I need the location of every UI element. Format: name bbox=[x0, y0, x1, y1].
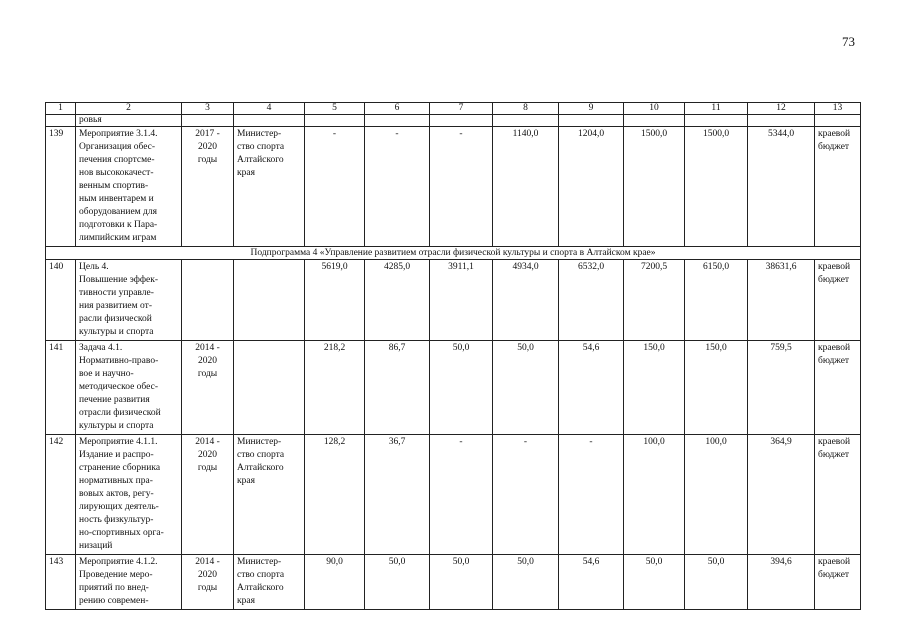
activity-name-line: венным спортив- bbox=[79, 181, 149, 191]
activity-name-line: методическое обес- bbox=[79, 382, 158, 392]
executor-line: Алтайского bbox=[237, 583, 284, 593]
table-header-row bbox=[46, 103, 861, 115]
funding-value-col-6: 50,0 bbox=[365, 555, 430, 610]
funding-source bbox=[815, 555, 861, 610]
activity-name bbox=[76, 127, 182, 247]
activity-name-line: Задача 4.1. bbox=[79, 343, 123, 353]
period-line: 2014 - bbox=[195, 343, 220, 353]
activity-name-line: Цель 4. bbox=[79, 262, 109, 272]
column-header-12: 12 bbox=[748, 103, 815, 115]
page-number: 73 bbox=[842, 34, 855, 49]
activity-name-line: Организация обес- bbox=[79, 142, 156, 152]
column-header-4: 4 bbox=[234, 103, 305, 115]
period-line: 2017 - bbox=[195, 129, 220, 139]
activity-name-line: расли физической bbox=[79, 314, 152, 324]
activity-name-line: Повышение эффек- bbox=[79, 275, 159, 285]
activity-name-line: культуры и спорта bbox=[79, 421, 154, 431]
funding-value-col-12: 364,9 bbox=[748, 435, 815, 555]
activity-name bbox=[76, 260, 182, 341]
funding-value-col-8: 4934,0 bbox=[493, 260, 559, 341]
executor-line: Министер- bbox=[237, 437, 282, 447]
funding-value-col-9: 54,6 bbox=[559, 555, 624, 610]
activity-name-line: ния развитием от- bbox=[79, 301, 152, 311]
funding-source-line: бюджет bbox=[818, 275, 850, 285]
subprogram-title: Подпрограмма 4 «Управление развитием отрасли физической культуры и спорта в Алтайском крае» bbox=[46, 247, 861, 260]
funding-value-col-8: 50,0 bbox=[493, 341, 559, 435]
activity-name-line: вое и научно- bbox=[79, 369, 134, 379]
activity-name-line: приятий по внед- bbox=[79, 583, 149, 593]
period bbox=[182, 127, 234, 247]
table-row bbox=[46, 127, 861, 247]
column-header-7: 7 bbox=[430, 103, 493, 115]
funding-value-col-7: 50,0 bbox=[430, 555, 493, 610]
funding-value-col-8: - bbox=[493, 435, 559, 555]
executor-line: ство спорта bbox=[237, 570, 285, 580]
activity-name-line: нов высококачест- bbox=[79, 168, 154, 178]
activity-name-line: лирующих деятель- bbox=[79, 502, 159, 512]
funding-source-line: бюджет bbox=[818, 356, 850, 366]
activity-name-line: низаций bbox=[79, 541, 113, 551]
table-cell bbox=[748, 115, 815, 127]
funding-value-col-10: 1500,0 bbox=[624, 127, 685, 247]
executor-line: Министер- bbox=[237, 557, 282, 567]
funding-source-line: бюджет bbox=[818, 570, 850, 580]
funding-source-line: бюджет bbox=[818, 450, 850, 460]
activity-name-line: печение развития bbox=[79, 395, 150, 405]
funding-value-col-11: 50,0 bbox=[685, 555, 748, 610]
funding-source-line: краевой bbox=[818, 437, 851, 447]
activity-name-line: отрасли физической bbox=[79, 408, 161, 418]
column-header-2: 2 bbox=[76, 103, 182, 115]
activity-name bbox=[76, 341, 182, 435]
table-cell bbox=[685, 115, 748, 127]
period-line: 2020 bbox=[198, 142, 217, 152]
executor bbox=[234, 127, 305, 247]
funding-source bbox=[815, 341, 861, 435]
activity-name-line: печения спортсме- bbox=[79, 155, 155, 165]
funding-value-col-7: - bbox=[430, 435, 493, 555]
funding-value-col-7: - bbox=[430, 127, 493, 247]
activity-name-line: культуры и спорта bbox=[79, 327, 154, 337]
table-cell bbox=[234, 115, 305, 127]
funding-value-col-12: 5344,0 bbox=[748, 127, 815, 247]
executor bbox=[234, 435, 305, 555]
row-number: 143 bbox=[46, 555, 76, 610]
funding-value-col-10: 100,0 bbox=[624, 435, 685, 555]
funding-value-col-5: 90,0 bbox=[305, 555, 365, 610]
activity-name-line: Мероприятие 4.1.1. bbox=[79, 437, 158, 447]
column-header-5: 5 bbox=[305, 103, 365, 115]
activity-name-line: лимпийским играм bbox=[79, 233, 157, 243]
period-line: 2014 - bbox=[195, 437, 220, 447]
executor-line: ство спорта bbox=[237, 142, 285, 152]
activity-name-line: Мероприятие 4.1.2. bbox=[79, 557, 158, 567]
table-row bbox=[46, 555, 861, 610]
activity-name-line: Мероприятие 3.1.4. bbox=[79, 129, 158, 139]
activity-name-line: рению современ- bbox=[79, 596, 149, 606]
funding-value-col-12: 394,6 bbox=[748, 555, 815, 610]
funding-value-col-6: - bbox=[365, 127, 430, 247]
period-line: 2020 bbox=[198, 450, 217, 460]
activity-name-line: ным инвентарем и bbox=[79, 194, 154, 204]
activity-name bbox=[76, 555, 182, 610]
funding-source-line: краевой bbox=[818, 343, 851, 353]
period-line: 2020 bbox=[198, 356, 217, 366]
row-number: 139 bbox=[46, 127, 76, 247]
continuation-text: ровья bbox=[76, 115, 182, 127]
activity-name-line: Нормативно-право- bbox=[79, 356, 159, 366]
executor-line: Министер- bbox=[237, 129, 282, 139]
table-row bbox=[46, 260, 861, 341]
activity-name-line: тивности управле- bbox=[79, 288, 154, 298]
funding-source bbox=[815, 127, 861, 247]
row-number: 141 bbox=[46, 341, 76, 435]
funding-value-col-7: 3911,1 bbox=[430, 260, 493, 341]
executor-line: края bbox=[237, 476, 255, 486]
table-cell bbox=[430, 115, 493, 127]
continuation-row bbox=[46, 115, 861, 127]
column-header-13: 13 bbox=[815, 103, 861, 115]
budget-table bbox=[45, 102, 861, 610]
table-cell bbox=[815, 115, 861, 127]
activity-name-line: Издание и распро- bbox=[79, 450, 154, 460]
period-line: годы bbox=[197, 463, 218, 473]
column-header-6: 6 bbox=[365, 103, 430, 115]
activity-name-line: подготовки к Пара- bbox=[79, 220, 158, 230]
funding-source-line: краевой bbox=[818, 129, 851, 139]
funding-value-col-6: 4285,0 bbox=[365, 260, 430, 341]
funding-source bbox=[815, 435, 861, 555]
period-line: 2014 - bbox=[195, 557, 220, 567]
table-row bbox=[46, 341, 861, 435]
activity-name-line: ность физкультур- bbox=[79, 515, 154, 525]
activity-name-line: нормативных пра- bbox=[79, 476, 153, 486]
funding-value-col-8: 50,0 bbox=[493, 555, 559, 610]
funding-value-col-11: 150,0 bbox=[685, 341, 748, 435]
funding-value-col-9: 6532,0 bbox=[559, 260, 624, 341]
table-cell bbox=[559, 115, 624, 127]
period-line: годы bbox=[197, 583, 218, 593]
funding-value-col-7: 50,0 bbox=[430, 341, 493, 435]
table-cell bbox=[182, 115, 234, 127]
subprogram-row bbox=[46, 247, 861, 260]
activity-name-line: вовых актов, регу- bbox=[79, 489, 154, 499]
activity-name-line: но-спортивных орга- bbox=[79, 528, 164, 538]
column-header-3: 3 bbox=[182, 103, 234, 115]
table-cell bbox=[493, 115, 559, 127]
column-header-11: 11 bbox=[685, 103, 748, 115]
column-header-1: 1 bbox=[46, 103, 76, 115]
funding-value-col-12: 38631,6 bbox=[748, 260, 815, 341]
funding-source bbox=[815, 260, 861, 341]
period-line: 2020 bbox=[198, 570, 217, 580]
row-number: 140 bbox=[46, 260, 76, 341]
funding-source-line: краевой bbox=[818, 557, 851, 567]
executor-line: Алтайского bbox=[237, 155, 284, 165]
table-row bbox=[46, 435, 861, 555]
executor-line: ство спорта bbox=[237, 450, 285, 460]
funding-value-col-6: 36,7 bbox=[365, 435, 430, 555]
period bbox=[182, 341, 234, 435]
funding-value-col-5: 218,2 bbox=[305, 341, 365, 435]
funding-value-col-5: 128,2 bbox=[305, 435, 365, 555]
funding-value-col-11: 100,0 bbox=[685, 435, 748, 555]
funding-source-line: бюджет bbox=[818, 142, 850, 152]
funding-value-col-11: 6150,0 bbox=[685, 260, 748, 341]
period-line: годы bbox=[197, 155, 218, 165]
executor bbox=[234, 555, 305, 610]
period bbox=[182, 260, 234, 341]
period-line: годы bbox=[197, 369, 218, 379]
period bbox=[182, 435, 234, 555]
funding-value-col-10: 150,0 bbox=[624, 341, 685, 435]
funding-value-col-5: 5619,0 bbox=[305, 260, 365, 341]
period bbox=[182, 555, 234, 610]
funding-source-line: краевой bbox=[818, 262, 851, 272]
funding-value-col-6: 86,7 bbox=[365, 341, 430, 435]
row-number: 142 bbox=[46, 435, 76, 555]
executor bbox=[234, 341, 305, 435]
activity-name bbox=[76, 435, 182, 555]
funding-value-col-5: - bbox=[305, 127, 365, 247]
funding-value-col-10: 50,0 bbox=[624, 555, 685, 610]
funding-value-col-9: 54,6 bbox=[559, 341, 624, 435]
funding-value-col-8: 1140,0 bbox=[493, 127, 559, 247]
table-cell bbox=[365, 115, 430, 127]
activity-name-line: оборудованием для bbox=[79, 207, 157, 217]
table-cell bbox=[305, 115, 365, 127]
executor-line: края bbox=[237, 596, 255, 606]
funding-value-col-10: 7200,5 bbox=[624, 260, 685, 341]
column-header-8: 8 bbox=[493, 103, 559, 115]
column-header-10: 10 bbox=[624, 103, 685, 115]
executor-line: края bbox=[237, 168, 255, 178]
column-header-9: 9 bbox=[559, 103, 624, 115]
activity-name-line: Проведение меро- bbox=[79, 570, 153, 580]
funding-value-col-9: - bbox=[559, 435, 624, 555]
executor-line: Алтайского bbox=[237, 463, 284, 473]
table-cell bbox=[624, 115, 685, 127]
activity-name-line: странение сборника bbox=[79, 463, 161, 473]
table-cell bbox=[46, 115, 76, 127]
executor bbox=[234, 260, 305, 341]
funding-value-col-12: 759,5 bbox=[748, 341, 815, 435]
funding-value-col-9: 1204,0 bbox=[559, 127, 624, 247]
funding-value-col-11: 1500,0 bbox=[685, 127, 748, 247]
